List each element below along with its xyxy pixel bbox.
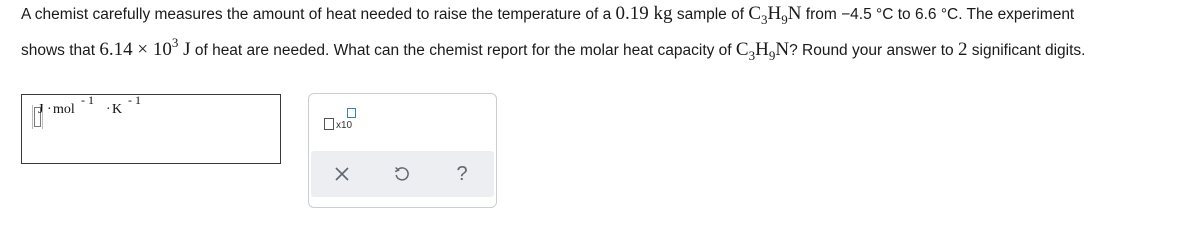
toolbox-action-row — [311, 151, 494, 197]
question-text-segment: ? Round your answer to — [789, 42, 958, 59]
mass-value: 0.19 — [615, 3, 649, 24]
compound-formula: $C_3H_9N$ — [735, 39, 790, 63]
unit-dot: · — [106, 102, 111, 117]
question-line-2 — [21, 35, 1086, 63]
question-text-segment: shows that — [21, 42, 100, 59]
clear-x-icon — [335, 167, 349, 181]
compound-formula: $C_3H_9N$ — [748, 3, 802, 27]
unit-mol: mol — [53, 102, 75, 117]
undo-icon — [393, 165, 411, 183]
unit-mol-exponent: - 1 — [81, 93, 94, 107]
math-toolbox — [308, 93, 497, 208]
final-temperature: 6.6 °C — [914, 6, 959, 23]
scientific-notation-button[interactable] — [322, 106, 362, 134]
question-text-segment: to — [893, 6, 915, 23]
mass-unit: kg — [653, 3, 673, 24]
heat-value: $6.14 \times 10^3$ J — [99, 35, 191, 60]
initial-temperature: −4.5 °C — [841, 6, 894, 23]
undo-button[interactable] — [387, 159, 417, 189]
question-text-segment: from — [801, 6, 842, 23]
unit-joule: J — [38, 102, 44, 117]
unit-dot: · — [47, 102, 52, 117]
question-text-segment: significant digits. — [967, 42, 1086, 59]
x10-label: x10 — [336, 120, 353, 131]
scientific-notation-icon — [324, 118, 334, 130]
clear-button[interactable] — [327, 159, 357, 189]
exponent-box-icon — [347, 108, 356, 118]
unit-kelvin: K — [112, 102, 123, 117]
question-text-segment: A chemist carefully measures the amount of heat needed to raise the temperature of a — [21, 6, 616, 23]
significant-digits-count: 2 — [957, 39, 968, 60]
question-text-segment: sample of — [672, 6, 749, 23]
question-text-segment: . The experiment — [958, 6, 1075, 23]
help-icon: ? — [456, 162, 468, 185]
question-text-segment: of heat are needed. What can the chemist report for the molar heat capacity of — [190, 42, 736, 59]
unit-kelvin-exponent: - 1 — [128, 93, 141, 107]
help-button[interactable] — [447, 159, 477, 189]
question-line-1 — [21, 4, 1074, 25]
